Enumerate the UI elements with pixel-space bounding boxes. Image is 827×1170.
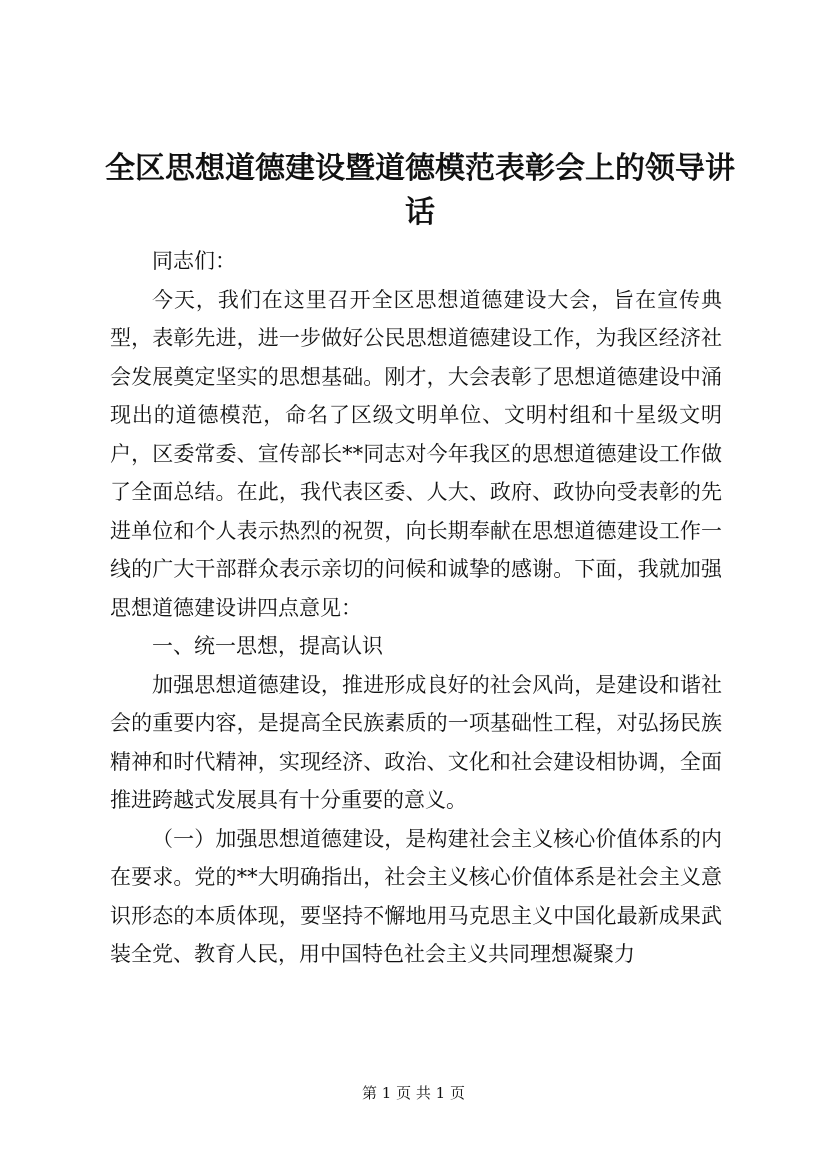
body-paragraph: 加强思想道德建设，推进形成良好的社会风尚，是建设和谐社会的重要内容，是提高全民族素质的一项基础性工程，对弘扬民族精神和时代精神，实现经济、政治、文化和社会建设相协调，全面推进跨越式发展具有十分重要的意义。 — [110, 672, 722, 812]
document-body — [110, 242, 722, 974]
section-heading: 一、统一思想，提高认识 — [152, 634, 383, 658]
body-paragraph: 今天，我们在这里召开全区思想道德建设大会，旨在宣传典型，表彰先进，进一步做好公民思想道德建设工作，为我区经济社会发展奠定坚实的思想基础。刚才，大会表彰了思想道德建设中涌现出的道德模范，命名了区级文明单位、文明村组和十星级文明户，区委常委、宣传部长**同志对今年我区的思想道德建设工作做了全面总结。在此，我代表区委、人大、政府、政协向受表彰的先进单位和个人表示热烈的祝贺，向长期奉献在思想道德建设工作一线的广大干部群众表示亲切的问候和诚挚的感谢。下面，我就加强思想道德建设讲四点意见： — [110, 287, 722, 620]
page-footer: 第 1 页 共 1 页 — [362, 1084, 465, 1102]
salutation-paragraph: 同志们： — [152, 249, 236, 273]
document-title: 全区思想道德建设暨道德模范表彰会上的领导讲话 — [105, 151, 735, 230]
body-paragraph: （一）加强思想道德建设，是构建社会主义核心价值体系的内在要求。党的**大明确指出，社会主义核心价值体系是社会主义意识形态的本质体现，要坚持不懈地用马克思主义中国化最新成果武装全党、教育人民，用中国特色社会主义共同理想凝聚力 — [110, 826, 722, 966]
